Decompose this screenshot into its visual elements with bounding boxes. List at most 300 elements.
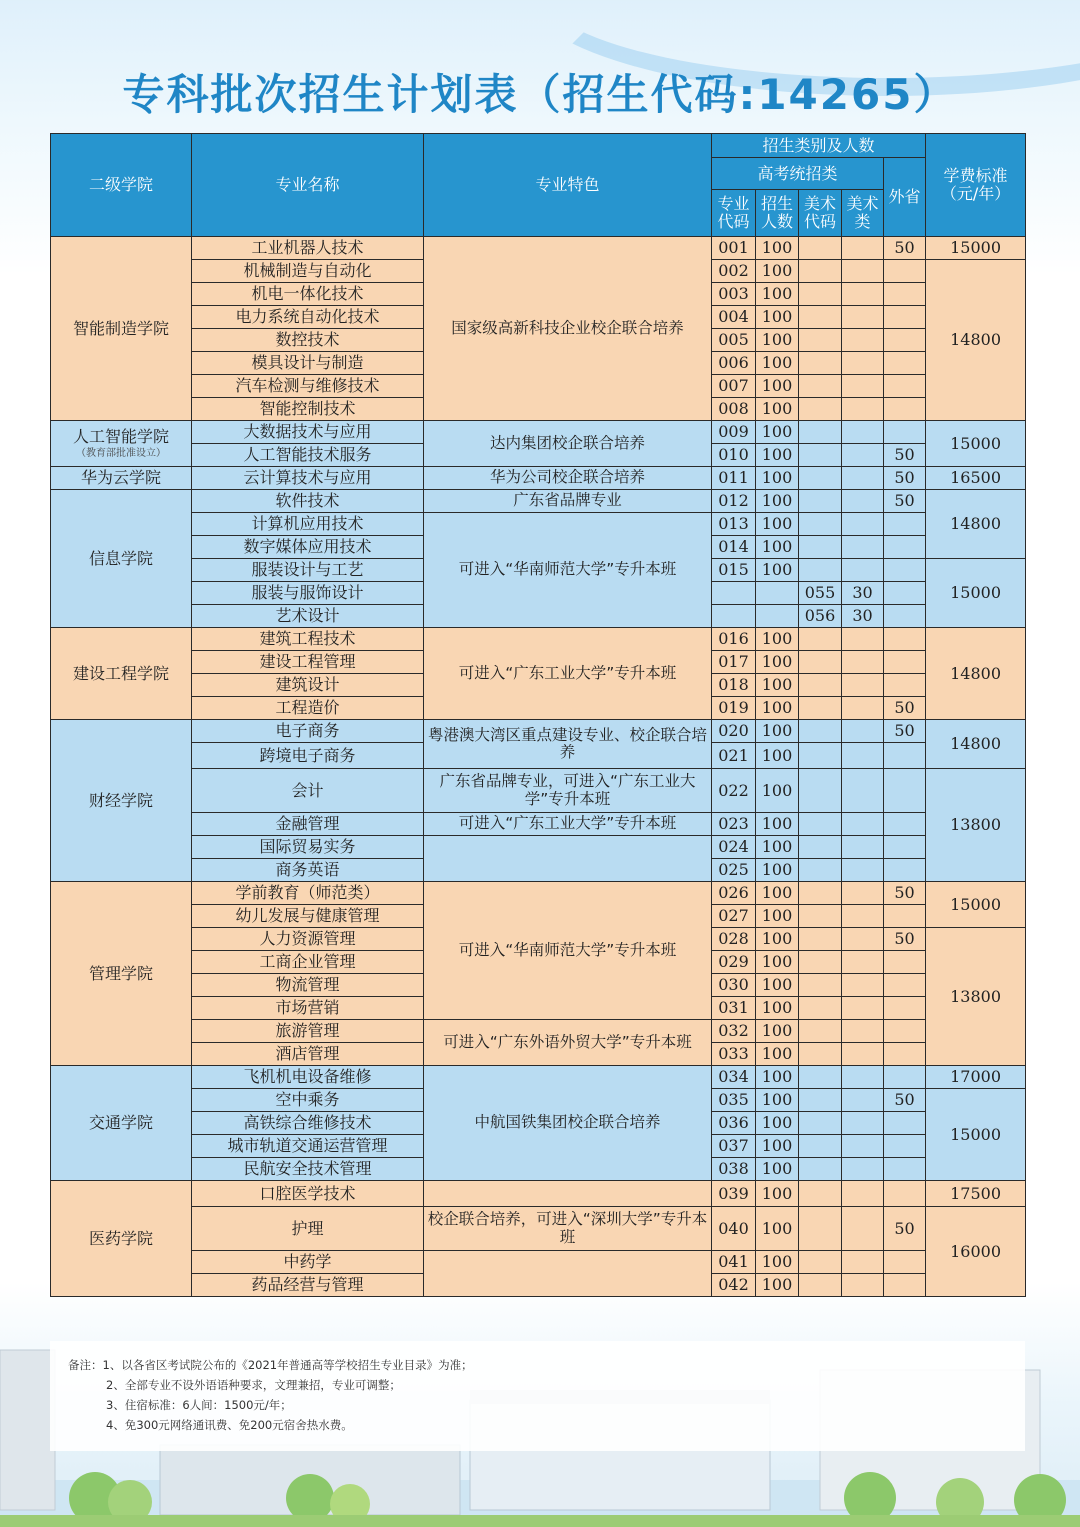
table-row [51, 882, 1026, 905]
outside-cell: 50 [884, 490, 926, 513]
outside-cell: 50 [884, 720, 926, 743]
outside-cell [884, 997, 926, 1020]
art-code-cell [799, 467, 842, 490]
outside-cell [884, 421, 926, 444]
outside-cell [884, 743, 926, 769]
major-cell: 高铁综合维修技术 [192, 1112, 424, 1135]
fee-cell: 16000 [926, 1207, 1026, 1297]
art-code-cell [799, 283, 842, 306]
college-cell: 华为云学院 [51, 467, 192, 490]
count-cell: 100 [756, 1135, 799, 1158]
art-count-cell [842, 1066, 884, 1089]
feature-cell: 广东省品牌专业 [424, 490, 712, 513]
major-cell: 建筑设计 [192, 674, 424, 697]
major-cell: 中药学 [192, 1251, 424, 1274]
major-cell: 建筑工程技术 [192, 628, 424, 651]
count-cell: 100 [756, 1020, 799, 1043]
outside-cell [884, 283, 926, 306]
art-code-cell [799, 559, 842, 582]
major-cell: 机械制造与自动化 [192, 260, 424, 283]
art-count-cell [842, 813, 884, 836]
count-cell [756, 582, 799, 605]
count-cell: 100 [756, 536, 799, 559]
fee-cell: 15000 [926, 559, 1026, 628]
major-cell: 国际贸易实务 [192, 836, 424, 859]
fee-cell: 13800 [926, 769, 1026, 882]
art-count-cell [842, 352, 884, 375]
count-cell: 100 [756, 398, 799, 421]
fee-cell: 15000 [926, 882, 1026, 928]
major-cell: 飞机机电设备维修 [192, 1066, 424, 1089]
major-cell: 模具设计与制造 [192, 352, 424, 375]
art-count-cell [842, 859, 884, 882]
code-cell: 015 [712, 559, 756, 582]
code-cell: 001 [712, 237, 756, 260]
count-cell: 100 [756, 283, 799, 306]
art-code-cell [799, 1207, 842, 1251]
art-code-cell [799, 928, 842, 951]
major-cell: 酒店管理 [192, 1043, 424, 1066]
count-cell: 100 [756, 743, 799, 769]
art-count-cell [842, 1207, 884, 1251]
art-count-cell [842, 490, 884, 513]
art-count-cell [842, 398, 884, 421]
college-cell: 信息学院 [51, 490, 192, 628]
outside-cell: 50 [884, 882, 926, 905]
feature-cell: 粤港澳大湾区重点建设专业、校企联合培养 [424, 720, 712, 769]
count-cell: 100 [756, 905, 799, 928]
count-cell: 100 [756, 444, 799, 467]
feature-cell: 可进入“华南师范大学”专升本班 [424, 882, 712, 1020]
major-cell: 物流管理 [192, 974, 424, 997]
code-cell: 025 [712, 859, 756, 882]
outside-cell: 50 [884, 1089, 926, 1112]
art-count-cell [842, 559, 884, 582]
feature-cell [424, 1251, 712, 1297]
count-cell: 100 [756, 513, 799, 536]
major-cell: 智能控制技术 [192, 398, 424, 421]
code-cell: 008 [712, 398, 756, 421]
table-row [51, 1251, 1026, 1274]
outside-cell [884, 398, 926, 421]
art-count-cell [842, 628, 884, 651]
count-cell: 100 [756, 1274, 799, 1297]
code-cell: 037 [712, 1135, 756, 1158]
code-cell: 022 [712, 769, 756, 813]
art-count-cell [842, 1020, 884, 1043]
outside-cell [884, 905, 926, 928]
major-cell: 跨境电子商务 [192, 743, 424, 769]
major-cell: 服装与服饰设计 [192, 582, 424, 605]
art-count-cell [842, 743, 884, 769]
feature-cell: 校企联合培养，可进入“深圳大学”专升本班 [424, 1207, 712, 1251]
code-cell: 019 [712, 697, 756, 720]
art-code-cell [799, 1181, 842, 1207]
major-cell: 建设工程管理 [192, 651, 424, 674]
table-row [51, 836, 1026, 859]
art-code-cell: 055 [799, 582, 842, 605]
note-line: 3、住宿标准：6人间：1500元/年； [106, 1398, 292, 1412]
art-code-cell [799, 1043, 842, 1066]
college-cell: 建设工程学院 [51, 628, 192, 720]
table-row [51, 769, 1026, 813]
outside-cell [884, 375, 926, 398]
feature-cell: 达内集团校企联合培养 [424, 421, 712, 467]
art-count-cell [842, 882, 884, 905]
outside-cell [884, 1020, 926, 1043]
outside-cell [884, 536, 926, 559]
code-cell: 039 [712, 1181, 756, 1207]
count-cell: 100 [756, 997, 799, 1020]
major-cell: 大数据技术与应用 [192, 421, 424, 444]
art-code-cell [799, 306, 842, 329]
outside-cell [884, 769, 926, 813]
college-cell [51, 421, 192, 467]
outside-cell [884, 951, 926, 974]
art-code-cell [799, 1158, 842, 1181]
code-cell: 014 [712, 536, 756, 559]
outside-cell: 50 [884, 928, 926, 951]
art-count-cell [842, 421, 884, 444]
fee-cell: 14800 [926, 720, 1026, 769]
art-count-cell [842, 1158, 884, 1181]
art-code-cell [799, 628, 842, 651]
count-cell: 100 [756, 1066, 799, 1089]
art-code-cell [799, 951, 842, 974]
outside-cell [884, 974, 926, 997]
art-count-cell [842, 974, 884, 997]
code-cell [712, 605, 756, 628]
art-code-cell [799, 329, 842, 352]
table-row [51, 421, 1026, 444]
table-row [51, 720, 1026, 743]
outside-cell: 50 [884, 467, 926, 490]
header-outside: 外省 [884, 158, 926, 237]
art-code-cell [799, 651, 842, 674]
outside-cell [884, 306, 926, 329]
major-cell: 会计 [192, 769, 424, 813]
art-count-cell [842, 928, 884, 951]
feature-cell: 可进入“广东工业大学”专升本班 [424, 813, 712, 836]
fee-cell: 15000 [926, 1089, 1026, 1181]
outside-cell [884, 813, 926, 836]
major-cell: 工商企业管理 [192, 951, 424, 974]
table-row [51, 237, 1026, 260]
code-cell: 032 [712, 1020, 756, 1043]
major-cell: 云计算技术与应用 [192, 467, 424, 490]
code-cell: 023 [712, 813, 756, 836]
enrollment-plan-table [50, 133, 1026, 1297]
major-cell: 汽车检测与维修技术 [192, 375, 424, 398]
count-cell: 100 [756, 329, 799, 352]
art-code-cell [799, 1251, 842, 1274]
major-cell: 幼儿发展与健康管理 [192, 905, 424, 928]
note-line: 2、全部专业不设外语语种要求，文理兼招，专业可调整； [106, 1378, 401, 1392]
feature-cell: 可进入“华南师范大学”专升本班 [424, 513, 712, 628]
major-cell: 旅游管理 [192, 1020, 424, 1043]
art-count-cell [842, 1043, 884, 1066]
art-code-cell [799, 674, 842, 697]
count-cell: 100 [756, 352, 799, 375]
art-count-cell [842, 674, 884, 697]
outside-cell [884, 1066, 926, 1089]
count-cell: 100 [756, 628, 799, 651]
fee-cell: 16500 [926, 467, 1026, 490]
art-code-cell [799, 1135, 842, 1158]
art-count-cell [842, 1112, 884, 1135]
art-count-cell [842, 467, 884, 490]
count-cell: 100 [756, 720, 799, 743]
count-cell: 100 [756, 490, 799, 513]
count-cell: 100 [756, 1158, 799, 1181]
college-cell: 智能制造学院 [51, 237, 192, 421]
art-count-cell [842, 375, 884, 398]
fee-cell: 17500 [926, 1181, 1026, 1207]
art-code-cell [799, 1020, 842, 1043]
table-row [51, 813, 1026, 836]
major-cell: 工程造价 [192, 697, 424, 720]
art-code-cell [799, 836, 842, 859]
art-code-cell [799, 513, 842, 536]
art-code-cell [799, 813, 842, 836]
outside-cell: 50 [884, 444, 926, 467]
table-row [51, 513, 1026, 536]
count-cell: 100 [756, 375, 799, 398]
code-cell: 029 [712, 951, 756, 974]
outside-cell [884, 859, 926, 882]
outside-cell [884, 582, 926, 605]
art-count-cell: 30 [842, 582, 884, 605]
art-code-cell [799, 697, 842, 720]
count-cell: 100 [756, 306, 799, 329]
outside-cell [884, 329, 926, 352]
code-cell [712, 582, 756, 605]
art-code-cell [799, 237, 842, 260]
code-cell: 005 [712, 329, 756, 352]
feature-cell [424, 1181, 712, 1207]
code-cell: 011 [712, 467, 756, 490]
art-code-cell [799, 769, 842, 813]
art-code-cell [799, 859, 842, 882]
count-cell: 100 [756, 697, 799, 720]
art-count-cell [842, 237, 884, 260]
table-row [51, 467, 1026, 490]
fee-cell: 14800 [926, 628, 1026, 720]
count-cell: 100 [756, 813, 799, 836]
count-cell: 100 [756, 1207, 799, 1251]
outside-cell [884, 352, 926, 375]
feature-cell: 广东省品牌专业，可进入“广东工业大学”专升本班 [424, 769, 712, 813]
code-cell: 003 [712, 283, 756, 306]
fee-cell: 14800 [926, 490, 1026, 559]
art-count-cell [842, 306, 884, 329]
code-cell: 012 [712, 490, 756, 513]
outside-cell [884, 836, 926, 859]
code-cell: 026 [712, 882, 756, 905]
code-cell: 004 [712, 306, 756, 329]
art-count-cell [842, 536, 884, 559]
major-cell: 城市轨道交通运营管理 [192, 1135, 424, 1158]
code-cell: 018 [712, 674, 756, 697]
outside-cell [884, 1158, 926, 1181]
college-cell: 医药学院 [51, 1181, 192, 1297]
art-code-cell [799, 720, 842, 743]
note-line: 4、免300元网络通讯费、免200元宿舍热水费。 [106, 1418, 353, 1432]
major-cell: 数控技术 [192, 329, 424, 352]
art-code-cell [799, 882, 842, 905]
major-cell: 软件技术 [192, 490, 424, 513]
major-cell: 空中乘务 [192, 1089, 424, 1112]
art-code-cell [799, 536, 842, 559]
table-row [51, 490, 1026, 513]
count-cell: 100 [756, 836, 799, 859]
outside-cell [884, 1274, 926, 1297]
code-cell: 010 [712, 444, 756, 467]
header-feature: 专业特色 [424, 134, 712, 237]
count-cell: 100 [756, 1089, 799, 1112]
count-cell: 100 [756, 674, 799, 697]
fee-cell: 15000 [926, 421, 1026, 467]
major-cell: 口腔医学技术 [192, 1181, 424, 1207]
college-note: （教育部批准设立） [76, 448, 166, 460]
art-count-cell [842, 1089, 884, 1112]
header-major: 专业名称 [192, 134, 424, 237]
art-code-cell [799, 490, 842, 513]
table-row [51, 1066, 1026, 1089]
outside-cell [884, 674, 926, 697]
art-code-cell [799, 974, 842, 997]
art-count-cell [842, 260, 884, 283]
major-cell: 人力资源管理 [192, 928, 424, 951]
art-count-cell [842, 997, 884, 1020]
count-cell: 100 [756, 421, 799, 444]
outside-cell [884, 651, 926, 674]
art-code-cell [799, 260, 842, 283]
college-name: 人工智能学院 [72, 426, 169, 446]
art-code-cell [799, 743, 842, 769]
feature-cell: 可进入“广东外语外贸大学”专升本班 [424, 1020, 712, 1066]
feature-cell: 可进入“广东工业大学”专升本班 [424, 628, 712, 720]
code-cell: 042 [712, 1274, 756, 1297]
outside-cell [884, 1112, 926, 1135]
college-cell: 管理学院 [51, 882, 192, 1066]
art-count-cell [842, 836, 884, 859]
code-cell: 020 [712, 720, 756, 743]
code-cell: 016 [712, 628, 756, 651]
art-count-cell [842, 951, 884, 974]
header-art: 美术类 [842, 190, 884, 237]
code-cell: 002 [712, 260, 756, 283]
table-row [51, 1207, 1026, 1251]
code-cell: 013 [712, 513, 756, 536]
art-count-cell: 30 [842, 605, 884, 628]
major-cell: 电子商务 [192, 720, 424, 743]
code-cell: 021 [712, 743, 756, 769]
art-count-cell [842, 283, 884, 306]
art-code-cell [799, 905, 842, 928]
code-cell: 009 [712, 421, 756, 444]
feature-cell: 中航国铁集团校企联合培养 [424, 1066, 712, 1181]
college-cell: 财经学院 [51, 720, 192, 882]
count-cell: 100 [756, 1251, 799, 1274]
outside-cell: 50 [884, 1207, 926, 1251]
header-category: 招生类别及人数 [712, 134, 926, 158]
major-cell: 数字媒体应用技术 [192, 536, 424, 559]
art-code-cell [799, 1274, 842, 1297]
code-cell: 028 [712, 928, 756, 951]
count-cell: 100 [756, 1043, 799, 1066]
note-line: 备注：1、以各省区考试院公布的《2021年普通高等学校招生专业目录》为准； [68, 1358, 473, 1372]
notes-box [50, 1341, 1025, 1451]
major-cell: 市场营销 [192, 997, 424, 1020]
outside-cell [884, 513, 926, 536]
art-count-cell [842, 513, 884, 536]
art-count-cell [842, 720, 884, 743]
code-cell: 038 [712, 1158, 756, 1181]
table-row [51, 1181, 1026, 1207]
art-count-cell [842, 329, 884, 352]
page-title: 专科批次招生计划表（招生代码:14265） [122, 70, 958, 119]
header-gaokao: 高考统招类 [712, 158, 884, 190]
code-cell: 030 [712, 974, 756, 997]
outside-cell [884, 1181, 926, 1207]
code-cell: 006 [712, 352, 756, 375]
count-cell: 100 [756, 769, 799, 813]
fee-cell: 15000 [926, 237, 1026, 260]
code-cell: 024 [712, 836, 756, 859]
major-cell: 药品经营与管理 [192, 1274, 424, 1297]
outside-cell [884, 628, 926, 651]
count-cell: 100 [756, 1181, 799, 1207]
count-cell: 100 [756, 928, 799, 951]
art-count-cell [842, 769, 884, 813]
code-cell: 007 [712, 375, 756, 398]
outside-cell [884, 1135, 926, 1158]
college-cell: 交通学院 [51, 1066, 192, 1181]
count-cell: 100 [756, 951, 799, 974]
code-cell: 017 [712, 651, 756, 674]
header-code: 专业代码 [712, 190, 756, 237]
major-cell: 工业机器人技术 [192, 237, 424, 260]
count-cell: 100 [756, 651, 799, 674]
count-cell: 100 [756, 467, 799, 490]
major-cell: 民航安全技术管理 [192, 1158, 424, 1181]
major-cell: 计算机应用技术 [192, 513, 424, 536]
major-cell: 艺术设计 [192, 605, 424, 628]
fee-cell: 13800 [926, 928, 1026, 1066]
count-cell: 100 [756, 559, 799, 582]
art-code-cell [799, 421, 842, 444]
count-cell: 100 [756, 1112, 799, 1135]
major-cell: 金融管理 [192, 813, 424, 836]
count-cell: 100 [756, 859, 799, 882]
code-cell: 040 [712, 1207, 756, 1251]
art-code-cell [799, 1089, 842, 1112]
art-count-cell [842, 697, 884, 720]
code-cell: 033 [712, 1043, 756, 1066]
code-cell: 034 [712, 1066, 756, 1089]
art-count-cell [842, 1274, 884, 1297]
fee-cell: 17000 [926, 1066, 1026, 1089]
code-cell: 035 [712, 1089, 756, 1112]
art-code-cell [799, 1066, 842, 1089]
art-count-cell [842, 651, 884, 674]
art-code-cell [799, 1112, 842, 1135]
major-cell: 服装设计与工艺 [192, 559, 424, 582]
code-cell: 027 [712, 905, 756, 928]
major-cell: 电力系统自动化技术 [192, 306, 424, 329]
header-fee: 学费标准（元/年） [926, 134, 1026, 237]
